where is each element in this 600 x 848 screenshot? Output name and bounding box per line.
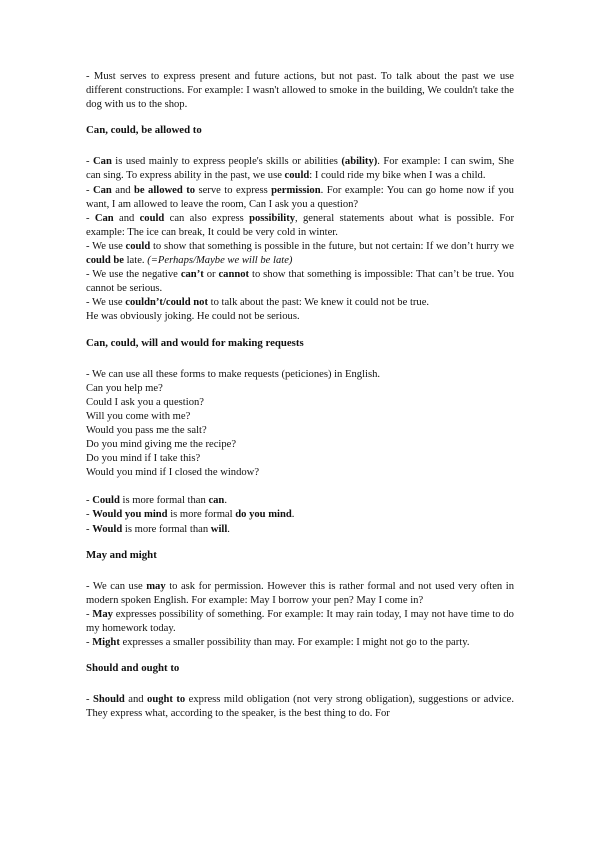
request-line: - We can use all these forms to make requests (peticiones) in English.: [86, 368, 381, 380]
point-permission: - Can and be allowed to serve to express permission. For example: You can go home now if you want, I am allowed to leave the room, Can I ask you a question?: [86, 184, 514, 210]
request-line: Would you pass me the salt?: [86, 424, 207, 436]
request-line: Do you mind if I take this?: [86, 453, 201, 465]
point-may-permission: - We can use may to ask for permission. However this is rather formal and not used very often in modern spoken English. For example: May I borrow your pen? May I come in?: [86, 580, 514, 606]
section-can-could: [86, 155, 514, 324]
point-past-impossibility: - We use couldn’t/could not to talk about the past: We knew it could not be true.: [86, 297, 430, 309]
intro-paragraph: [86, 70, 514, 112]
request-line: Can you help me?: [86, 382, 163, 394]
point-impossibility: - We use the negative can’t or cannot to show that something is impossible: That can’t be true. You cannot be serious.: [86, 269, 515, 295]
heading-requests: Can, could, will and would for making requests: [86, 336, 304, 349]
heading-should-ought: Should and ought to: [86, 662, 180, 675]
request-line: Could I ask you a question?: [86, 396, 204, 408]
request-line: Do you mind giving me the recipe?: [86, 439, 237, 451]
comparison-could-can: - Could is more formal than can.: [86, 495, 227, 507]
point-future-possibility: - We use could to show that something is possible in the future, but not certain: If we don’t hurry we could be late. (=Perhaps/Maybe we will be late): [86, 240, 514, 267]
comparison-would-you-mind: - Would you mind is more formal do you mind.: [86, 509, 295, 521]
intro-text: - Must serves to express present and future actions, but not past. To talk about the past we use different constructions. For example: I wasn't allowed to smoke in the building, We couldn't take the dog with us to the shop.: [86, 71, 514, 111]
point-possibility: - Can and could can also express possibility, general statements about what is possible. For example: The ice can break, It could be very cold in winter.: [86, 212, 514, 238]
example-joking: He was obviously joking. He could not be serious.: [86, 311, 300, 323]
request-line: Will you come with me?: [86, 410, 191, 422]
point-might: - Might expresses a smaller possibility than may. For example: I might not go to the party.: [86, 637, 470, 649]
heading-can-could: Can, could, be allowed to: [86, 124, 202, 137]
section-may-might: [86, 580, 514, 650]
section-requests: [86, 368, 514, 537]
section-should-ought: [86, 693, 514, 721]
heading-may-might: May and might: [86, 548, 157, 561]
comparison-would-will: - Would is more formal than will.: [86, 523, 230, 535]
document-page: [86, 70, 514, 721]
point-should: - Should and ought to express mild obligation (not very strong obligation), suggestions or advice. They express what, according to the speaker, is the best thing to do. For: [86, 694, 514, 720]
point-ability: - Can is used mainly to express people's skills or abilities (ability). For example: I can swim, She can sing. To express ability in the past, we use could: I could ride my bike when I was a child.: [86, 156, 514, 182]
request-line: Would you mind if I closed the window?: [86, 467, 260, 479]
point-may-possibility: - May expresses possibility of something. For example: It may rain today, I may not have time to do my homework today.: [86, 608, 514, 634]
